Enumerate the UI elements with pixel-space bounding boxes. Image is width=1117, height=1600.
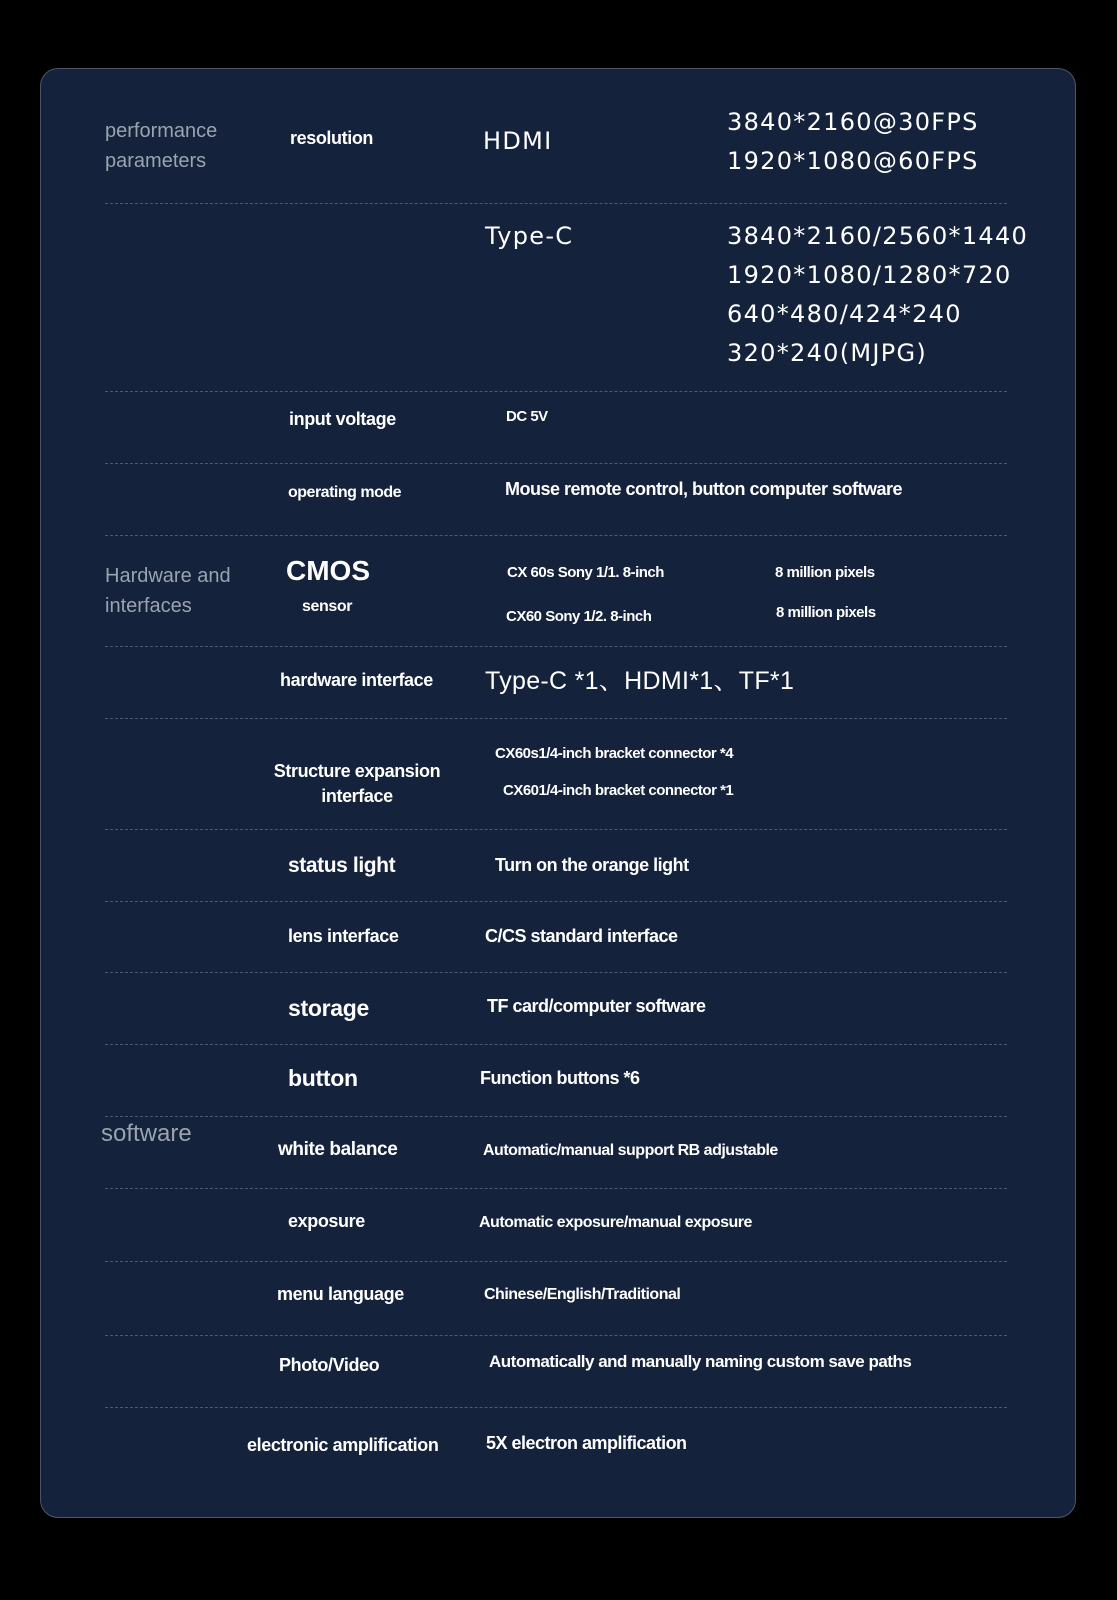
- lens-interface-label: lens interface: [288, 926, 399, 946]
- typec-resolution-value: 3840*2160/2560*1440: [727, 222, 1029, 250]
- spec-card: [40, 68, 1076, 1518]
- divider: [105, 203, 1007, 204]
- typec-resolution-value: 1920*1080/1280*720: [727, 261, 1012, 289]
- menu-language-label: menu language: [277, 1284, 404, 1304]
- electronic-amplification-label: electronic amplification: [247, 1435, 439, 1455]
- typec-resolution-value: 320*240(MJPG): [727, 339, 928, 367]
- divider: [105, 1335, 1007, 1336]
- cmos-sensor-sublabel: sensor: [302, 598, 353, 615]
- exposure-value: Automatic exposure/manual exposure: [479, 1214, 752, 1231]
- hdmi-resolution-values: [727, 103, 979, 181]
- hdmi-resolution-value: 1920*1080@60FPS: [727, 147, 979, 175]
- divider: [105, 972, 1007, 973]
- typec-label: Type-C: [485, 222, 574, 250]
- cmos-model: CX60 Sony 1/2. 8-inch: [506, 608, 652, 625]
- operating-mode-label: operating mode: [288, 484, 402, 501]
- operating-mode-value: Mouse remote control, button computer software: [505, 479, 903, 499]
- divider: [105, 718, 1007, 719]
- lens-interface-value: C/CS standard interface: [485, 926, 678, 946]
- exposure-label: exposure: [288, 1211, 365, 1231]
- section-software: software: [101, 1120, 192, 1147]
- status-light-value: Turn on the orange light: [495, 855, 689, 875]
- status-light-label: status light: [288, 854, 396, 877]
- divider: [105, 391, 1007, 392]
- cmos-pixels: 8 million pixels: [776, 604, 876, 621]
- section-performance-parameters: performance parameters: [105, 120, 218, 172]
- resolution-label: resolution: [290, 128, 374, 148]
- cmos-pixels: 8 million pixels: [775, 564, 875, 581]
- hdmi-label: HDMI: [483, 127, 553, 155]
- hardware-interface-value: Type-C *1、HDMI*1、TF*1: [485, 667, 795, 695]
- divider: [105, 1044, 1007, 1045]
- typec-resolution-value: 640*480/424*240: [727, 300, 962, 328]
- structure-expansion-value: CX60s1/4-inch bracket connector *4: [495, 745, 734, 762]
- hardware-interface-label: hardware interface: [280, 670, 433, 690]
- storage-value: TF card/computer software: [487, 996, 706, 1016]
- divider: [105, 901, 1007, 902]
- input-voltage-value: DC 5V: [506, 408, 548, 425]
- divider: [105, 1407, 1007, 1408]
- structure-expansion-label: Structure expansion interface: [273, 761, 441, 806]
- divider: [105, 1261, 1007, 1262]
- structure-expansion-value: CX601/4-inch bracket connector *1: [503, 782, 734, 799]
- input-voltage-label: input voltage: [289, 409, 396, 429]
- section-hardware-and-interfaces: Hardware and interfaces: [105, 565, 231, 617]
- photo-video-value: Automatically and manually naming custom save paths: [489, 1352, 912, 1371]
- electronic-amplification-value: 5X electron amplification: [486, 1433, 687, 1453]
- hdmi-resolution-value: 3840*2160@30FPS: [727, 108, 979, 136]
- button-value: Function buttons *6: [480, 1068, 640, 1088]
- cmos-model: CX 60s Sony 1/1. 8-inch: [507, 564, 664, 581]
- cmos-label: CMOS: [286, 555, 370, 586]
- menu-language-value: Chinese/English/Traditional: [484, 1286, 681, 1303]
- white-balance-value: Automatic/manual support RB adjustable: [483, 1142, 778, 1159]
- divider: [105, 1116, 1007, 1117]
- divider: [105, 463, 1007, 464]
- typec-resolution-values: [727, 217, 1028, 373]
- photo-video-label: Photo/Video: [279, 1355, 380, 1375]
- divider: [105, 646, 1007, 647]
- divider: [105, 829, 1007, 830]
- divider: [105, 535, 1007, 536]
- button-label: button: [288, 1065, 358, 1091]
- divider: [105, 1188, 1007, 1189]
- white-balance-label: white balance: [278, 1139, 398, 1160]
- storage-label: storage: [288, 995, 369, 1021]
